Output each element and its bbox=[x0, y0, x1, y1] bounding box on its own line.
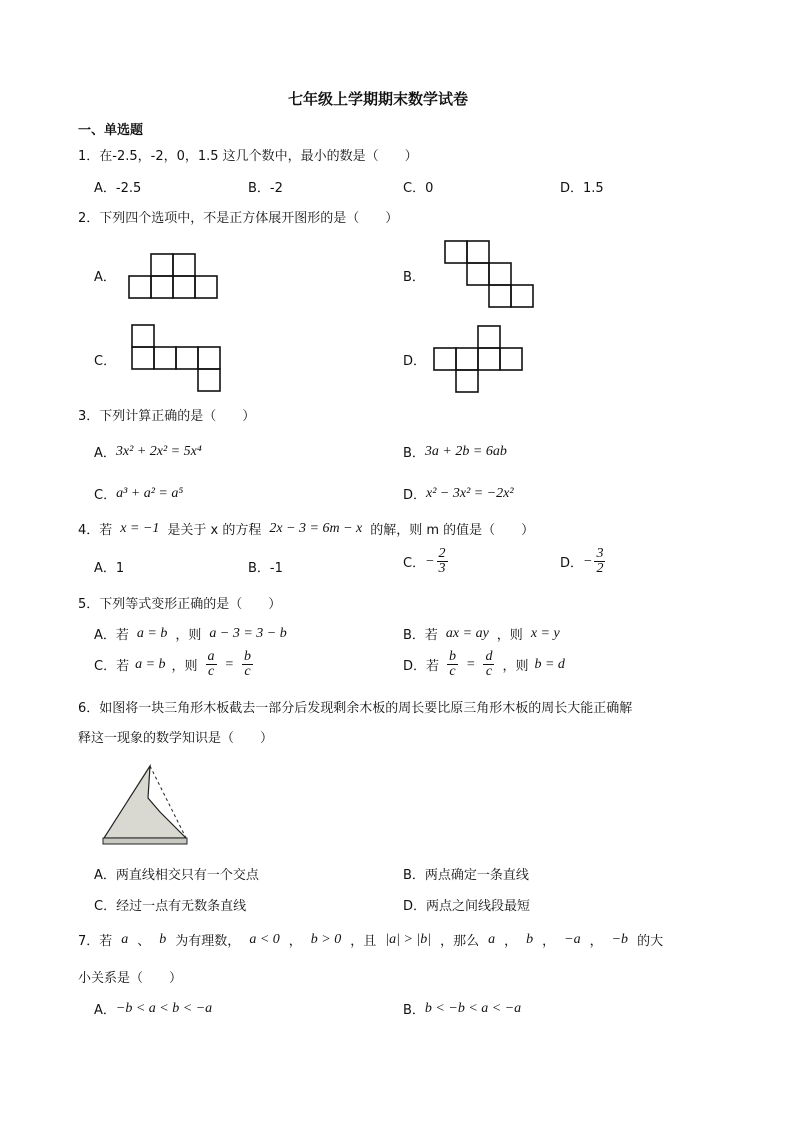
q7-option-b[interactable] bbox=[403, 999, 521, 1018]
q4-option-d-sign: − bbox=[583, 553, 593, 569]
q1-option-d[interactable]: D．1.5 bbox=[560, 181, 604, 196]
q5-option-d-right-fraction bbox=[483, 650, 494, 679]
q4-option-c-fraction bbox=[437, 547, 448, 576]
q6-option-d[interactable]: D．两点之间线段最短 bbox=[403, 899, 531, 914]
net-d-figure bbox=[433, 325, 525, 393]
q7-comma-2: ， bbox=[504, 934, 518, 949]
q7-var-b: b bbox=[159, 931, 167, 947]
q5-option-a-result: a − 3 = 3 − b bbox=[209, 625, 287, 641]
q7-cond-a-negative: a < 0 bbox=[249, 931, 280, 947]
q5-option-d-left-fraction bbox=[447, 650, 458, 679]
q7-sep: 、 bbox=[137, 934, 151, 949]
net-c-figure bbox=[131, 324, 223, 392]
q5-option-c-equals: = bbox=[224, 656, 234, 672]
q7-cond-b-positive: b > 0 bbox=[310, 931, 342, 947]
q1-option-b[interactable]: B．-2 bbox=[248, 181, 283, 196]
q5-option-d-then: ，则 bbox=[502, 659, 529, 674]
q7-term-neg-a: −a bbox=[564, 931, 581, 947]
q4-stem-pre: 4．若 bbox=[78, 523, 113, 538]
q5-option-d-label: D．若 bbox=[403, 659, 440, 674]
q4-option-d-denominator: 2 bbox=[596, 561, 604, 576]
q4-condition: x = −1 bbox=[120, 520, 160, 536]
q5-option-d-equals: = bbox=[466, 656, 476, 672]
q5-option-c-right-denominator: c bbox=[244, 664, 251, 679]
q4-option-d-label: D． bbox=[560, 556, 584, 571]
q7-comma-3: ， bbox=[542, 934, 556, 949]
section-heading: 一、单选题 bbox=[78, 123, 144, 138]
net-b-figure bbox=[444, 240, 536, 310]
q7-var-a: a bbox=[121, 931, 129, 947]
q5-option-d-right-denominator: c bbox=[485, 664, 493, 679]
q4-stem-mid: 是关于 x 的方程 bbox=[167, 523, 262, 538]
q4-stem bbox=[78, 519, 534, 538]
q5-option-c-left-numerator: a bbox=[207, 649, 215, 664]
q7-option-b-label: B． bbox=[403, 1003, 425, 1018]
q4-option-c-label: C． bbox=[403, 556, 426, 571]
net-a-figure bbox=[129, 253, 219, 299]
q5-option-c-left-denominator: c bbox=[207, 664, 215, 679]
q2-option-a-label[interactable]: A． bbox=[94, 270, 116, 285]
q3-option-b-expr: 3a + 2b = 6ab bbox=[424, 443, 507, 459]
q7-comma-4: ， bbox=[589, 934, 603, 949]
q3-option-c-label: C． bbox=[94, 488, 117, 503]
q4-option-c-numerator: 2 bbox=[438, 546, 446, 561]
q5-option-a-label: A．若 bbox=[94, 628, 129, 643]
q5-option-a-then: ，则 bbox=[175, 628, 202, 643]
q2-stem: 2．下列四个选项中，不是正方体展开图形的是（ ） bbox=[78, 211, 399, 226]
q4-option-c-sign: − bbox=[425, 553, 435, 569]
q3-option-a-expr: 3x² + 2x² = 5x⁴ bbox=[115, 443, 202, 459]
q7-option-a-label: A． bbox=[94, 1003, 116, 1018]
q2-option-d-label[interactable]: D． bbox=[403, 354, 427, 369]
q6-option-c[interactable]: C．经过一点有无数条直线 bbox=[94, 899, 247, 914]
q5-option-c-label: C．若 bbox=[94, 659, 130, 674]
q4-option-a[interactable]: A．1 bbox=[94, 561, 125, 576]
q7-stem-line2: 小关系是（ ） bbox=[78, 971, 183, 986]
q5-option-c-condition: a = b bbox=[135, 656, 166, 672]
q3-option-d-expr: x² − 3x² = −2x² bbox=[426, 485, 514, 501]
q4-option-d[interactable] bbox=[560, 547, 607, 576]
q2-option-b-label[interactable]: B． bbox=[403, 270, 425, 285]
q7-stem-line1 bbox=[78, 930, 663, 949]
q5-option-b[interactable] bbox=[403, 624, 560, 643]
q3-option-c-expr: a³ + a² = a⁵ bbox=[116, 485, 184, 501]
q2-option-c-label[interactable]: C． bbox=[94, 354, 117, 369]
q3-option-c[interactable] bbox=[94, 484, 183, 503]
q3-option-d-label: D． bbox=[403, 488, 427, 503]
page-title: 七年级上学期期末数学试卷 bbox=[288, 90, 469, 108]
q7-option-b-expr: b < −b < a < −a bbox=[424, 1000, 522, 1016]
q7-stem-mid3: ，那么 bbox=[440, 934, 480, 949]
q3-option-a[interactable] bbox=[94, 442, 202, 461]
q5-option-b-result: x = y bbox=[530, 625, 560, 641]
q5-option-d[interactable] bbox=[403, 650, 565, 679]
q5-option-c-then: ，则 bbox=[171, 659, 198, 674]
q1-stem: 1．在-2.5，-2，0，1.5 这几个数中，最小的数是（ ） bbox=[78, 149, 418, 164]
q5-option-c[interactable] bbox=[94, 650, 255, 679]
triangle-board-figure bbox=[102, 762, 194, 846]
q3-option-a-label: A． bbox=[94, 446, 116, 461]
q5-option-c-right-numerator: b bbox=[244, 649, 251, 664]
q5-option-b-condition: ax = ay bbox=[445, 625, 489, 641]
q5-option-d-result: b = d bbox=[534, 656, 565, 672]
q6-option-b[interactable]: B．两点确定一条直线 bbox=[403, 868, 529, 883]
q3-option-d[interactable] bbox=[403, 484, 514, 503]
q5-option-c-right-fraction bbox=[242, 650, 253, 679]
q7-term-neg-b: −b bbox=[611, 931, 629, 947]
q7-stem-mid2: ，且 bbox=[350, 934, 377, 949]
q4-stem-post: 的解，则 m 的值是（ ） bbox=[370, 523, 535, 538]
q7-option-a[interactable] bbox=[94, 999, 212, 1018]
q6-stem-line2: 释这一现象的数学知识是（ ） bbox=[78, 731, 274, 746]
q7-cond-abs: |a| > |b| bbox=[385, 931, 432, 947]
q5-option-d-left-numerator: b bbox=[449, 649, 457, 664]
q5-option-d-right-numerator: d bbox=[485, 649, 493, 664]
q4-option-c[interactable] bbox=[403, 547, 450, 576]
q4-option-d-fraction bbox=[594, 547, 605, 576]
q4-equation: 2x − 3 = 6m − x bbox=[269, 520, 363, 536]
q5-stem: 5．下列等式变形正确的是（ ） bbox=[78, 597, 282, 612]
q5-option-a-condition: a = b bbox=[136, 625, 168, 641]
q6-option-a[interactable]: A．两直线相交只有一个交点 bbox=[94, 868, 259, 883]
q7-term-a: a bbox=[488, 931, 496, 947]
q5-option-c-left-fraction bbox=[206, 650, 217, 679]
q5-option-b-then: ，则 bbox=[496, 628, 523, 643]
q3-option-b[interactable] bbox=[403, 442, 507, 461]
q6-stem-line1: 6．如图将一块三角形木板截去一部分后发现剩余木板的周长要比原三角形木板的周长大能正确解 bbox=[78, 701, 633, 716]
q7-term-b: b bbox=[526, 931, 534, 947]
q4-option-c-denominator: 3 bbox=[438, 561, 446, 576]
q1-option-c[interactable]: C．0 bbox=[403, 181, 434, 196]
q7-stem-mid1: 为有理数， bbox=[175, 934, 241, 949]
q7-option-a-expr: −b < a < b < −a bbox=[115, 1000, 213, 1016]
q7-stem-pre: 7．若 bbox=[78, 934, 113, 949]
q4-option-d-numerator: 3 bbox=[596, 546, 604, 561]
q4-option-b[interactable]: B．-1 bbox=[248, 561, 283, 576]
q7-stem-tail: 的大 bbox=[637, 934, 664, 949]
q3-stem: 3．下列计算正确的是（ ） bbox=[78, 409, 256, 424]
q5-option-d-left-denominator: c bbox=[449, 664, 456, 679]
q3-option-b-label: B． bbox=[403, 446, 425, 461]
q1-option-a[interactable]: A．-2.5 bbox=[94, 181, 142, 196]
q7-comma: ， bbox=[288, 934, 302, 949]
q5-option-a[interactable] bbox=[94, 624, 287, 643]
q5-option-b-label: B．若 bbox=[403, 628, 438, 643]
